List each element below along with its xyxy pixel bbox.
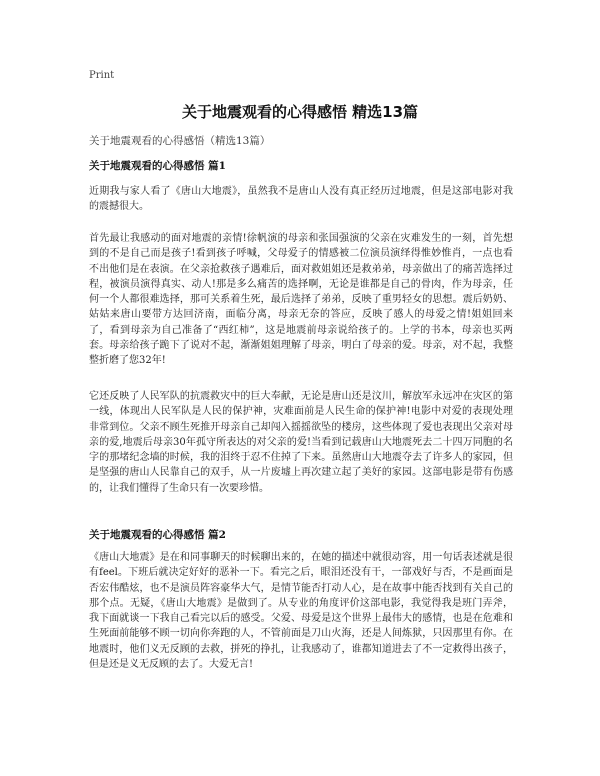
paragraph: 它还反映了人民军队的抗震救灾中的巨大奉献，无论是唐山还是汶川，解放军永远冲在灾区的第一线，体现出人民军队是人民的保护神，灾难面前是人民生命的保护神!电影中对爱的表现处理非常到位。父亲不顾生死推开母亲自己却闯入摇摇欲坠的楼房，这些体现了爱也表现出父亲对母亲的爱,地震后母亲30年孤守所表达的对父亲的爱!当看到记载唐山大地震死去二十四万同胞的名字的那堵纪念墙的时候，我的泪终于忍不住掉了下来。虽然唐山大地震夺去了许多人的家园，但是坚强的唐山人民靠自己的双手，从一片废墟上再次建立起了美好的家园。这部电影是带有伤感的，让我们懂得了生命只有一次要珍惜。 (89, 391, 513, 494)
paragraph: 近期我与家人看了《唐山大地震》，虽然我不是唐山人没有真正经历过地震，但是这部电影对我的震撼很大。 (89, 186, 513, 213)
section-heading-1: 关于地震观看的心得感悟 篇1 (89, 160, 226, 172)
section-heading-2: 关于地震观看的心得感悟 篇2 (89, 529, 226, 541)
paragraph: 《唐山大地震》是在和同事聊天的时候聊出来的，在她的描述中就很动容，用一句话表述就是很有feel。下班后就决定好好的恶补一下。看完之后，眼泪还没有干，一部戏好与否，不是画面是否宏伟酷炫，也不是演员阵容豪华大气，是情节能否打动人心，是在故事中能否找到有关自己的那个点。无疑，《唐山大地震》是做到了。从专业的角度评价这部电影，我觉得我是班门弄斧，我下面就谈一下我自己看完以后的感受。父爱、母爱是这个世界上最伟大的感情，也是在危难和生死面前能够不顾一切向你奔跑的人，不管前面是刀山火海，还是人间炼狱，只因那里有你。在地震时，他们义无反顾的去救，拼死的挣扎，让我感动了，谁都知道进去了不一定救得出孩子，但是还是义无反顾的去了。大爱无言! (89, 552, 513, 671)
page-title: 关于地震观看的心得感悟 精选13篇 (181, 103, 419, 121)
paragraph: 首先最让我感动的面对地震的亲情!徐帆演的母亲和张国强演的父亲在灾难发生的一刻，首先想到的不是自己而是孩子!看到孩子呼喊，父母爱子的情感被二位演员演绎得惟妙惟肖，一点也看不出他们是在表演。在父亲抢救孩子遇难后，面对救姐姐还是救弟弟，母亲做出了的痛苦选择过程，被演员演得真实、动人!那是多么痛苦的选择啊，无论是谁都是自己的骨肉，作为母亲，任何一个人都很难选择，那可关系着生死，最后选择了弟弟，反映了重男轻女的思想。震后奶奶、姑姑来唐山要带方达回济南，面临分离，母亲无奈的答应，反映了感人的母爱之情!姐姐回来了，看到母亲为自己准备了“西红柿”，这是地震前母亲说给孩子的。上学的书本，母亲也买两套。母亲给孩子跪下了说对不起，渐渐姐姐理解了母亲，明白了母亲的爱。母亲，对不起，我整整折磨了您32年! (89, 233, 513, 367)
print-link[interactable]: Print (89, 70, 115, 81)
document-subtitle: 关于地震观看的心得感悟（精选13篇） (89, 135, 271, 147)
